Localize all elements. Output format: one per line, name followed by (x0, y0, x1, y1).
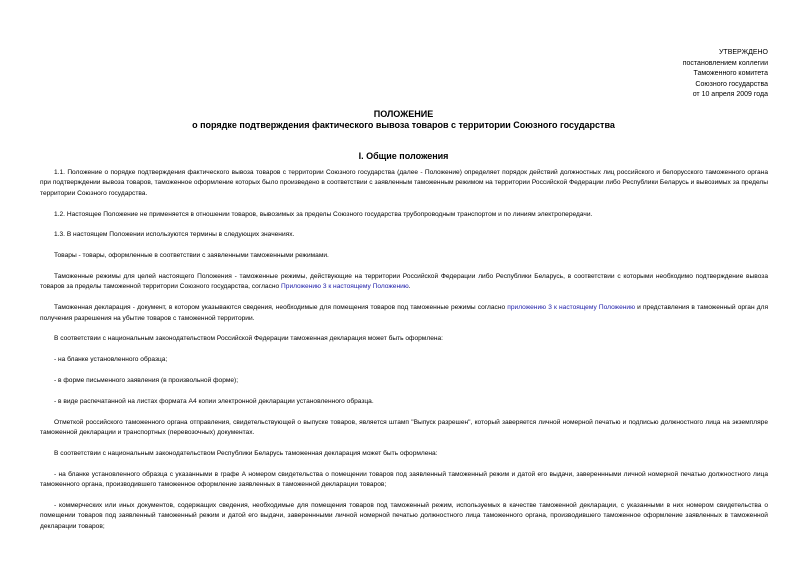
approval-line: от 10 апреля 2009 года (692, 91, 768, 98)
paragraph-text: . (408, 283, 411, 291)
paragraph-rf-declaration-forms: В соответствии с национальным законодательством Российской Федерации таможенная декларация может быть оформлена: (54, 335, 443, 343)
paragraph-1-2: 1.2. Настоящее Положение не применяется в отношении товаров, вывозимых за пределы Союзного государства трубопроводным транспортом и по линиям электропередачи. (54, 210, 593, 218)
paragraph-1-3: 1.3. В настоящем Положении используются термины в следующих значениях. (54, 231, 295, 239)
approval-line: Таможенного комитета (693, 70, 768, 77)
paragraph-text: Таможенная декларация - документ, в котором указываются сведения, необходимые для помещения товаров под таможенные режимы согласно (54, 304, 508, 312)
paragraph-text: Таможенные режимы для целей настоящего Положения - таможенные режимы, действующие на территории Российской Федерации либо Республики Беларусь, в соответствии с которыми необходимо подтверждение вывоза товаров за пределы таможенной территории Союзного государства, согласно (40, 273, 768, 291)
title-main: ПОЛОЖЕНИЕ (373, 109, 434, 119)
title-subtitle: о порядке подтверждения фактического вывоза товаров с территории Союзного государства (192, 120, 615, 130)
list-item: - в виде распечатанной на листах формата А4 копии электронной декларации установленного образца. (54, 397, 374, 405)
paragraph-rb-declaration-forms: В соответствии с национальным законодательством Республики Беларусь таможенная декларация может быть оформлена: (54, 449, 438, 457)
paragraph-goods-definition: Товары - товары, оформленные в соответствии с заявленными таможенными режимами. (54, 252, 329, 260)
paragraph-customs-declaration-definition (40, 303, 768, 324)
appendix-3-link[interactable]: приложению 3 к настоящему Положению (507, 304, 636, 312)
paragraph-text: и представления в таможенный орган для получения разрешения на убытие товаров с таможенной территории. (40, 304, 769, 322)
paragraph-release-stamp: Отметкой российского таможенного органа отправления, свидетельствующей о выпуске товаров, является штамп "Выпуск разрешен", который заверяется личной номерной печатью и подписью должностного лица на экземпляре таможенной декларации и транспортных (перевозочных) документах. (40, 418, 768, 436)
list-item: - на бланке установленного образца с указанными в графе А номером свидетельства о помещении товаров под заявленный таможенный режим и датой его выдачи, завереннными личной номерной печатью должностного лица таможенного органа, производившего таможенное оформление заявленных в таможенной декларации товаров; (40, 470, 768, 488)
paragraph-1-1: 1.1. Положение о порядке подтверждения фактического вывоза товаров с территории Союзного государства (далее - Положение) определяет порядок действий должностных лиц российского и белорусского таможенного органа при подтверждении вывоза товаров, таможенное оформление которых было произведено в соответствии с заявленным таможенным режимом на территории Российской Федерации либо Республики Беларусь и вывозимых за пределы территории Союзного государства. (40, 169, 768, 197)
document-body (40, 168, 768, 542)
list-item: - коммерческих или иных документов, содержащих сведения, необходимые для помещения товаров под таможенный режим, используемых в качестве таможенной декларации, с указанными в них номером свидетельства о помещении товаров под заявленный таможенный режим и датой его выдачи, завереннными личной номерной печатью должностного лица таможенного органа, производившего таможенное оформление заявленных в таможенной декларации товаров; (40, 501, 768, 530)
document-title (0, 109, 807, 131)
section-heading: I. Общие положения (358, 151, 449, 161)
list-item: - на бланке установленного образца; (54, 356, 168, 364)
approval-line: постановлением коллегии (682, 59, 768, 67)
list-item: - в форме письменного заявления (в произвольной форме); (54, 377, 239, 384)
approval-line: Союзного государства (695, 80, 768, 88)
approval-line: УТВЕРЖДЕНО (718, 49, 768, 56)
appendix-3-link[interactable]: Приложению 3 к настоящему Положению (281, 283, 409, 291)
approval-stamp (683, 48, 768, 101)
paragraph-customs-regimes-definition (40, 272, 768, 293)
